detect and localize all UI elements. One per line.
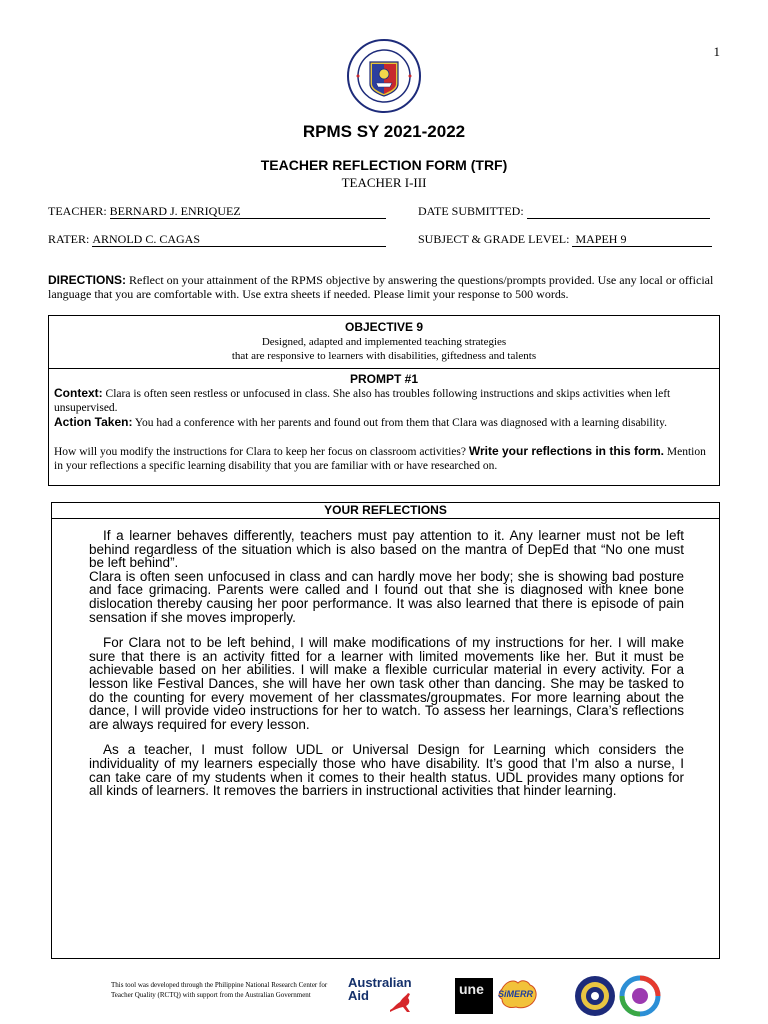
objective-box — [48, 315, 720, 486]
teacher-label: TEACHER: — [48, 204, 107, 218]
directions-label: DIRECTIONS: — [48, 273, 126, 287]
aus-aid-line-2: Aid — [348, 988, 369, 1003]
directions-text: Reflect on your attainment of the RPMS objective by answering the questions/prompts provided. Use any local or official language that you are comfortable with. Use extra sheets if needed. Please limit your response to 500 words. — [48, 273, 714, 301]
action-label: Action Taken: — [54, 415, 133, 429]
prompt-title: PROMPT #1 — [349, 372, 418, 386]
reflections-text[interactable] — [89, 529, 684, 810]
footer-note: This tool was developed through the Philippine National Research Center for Teacher Quality (RCTQ) with support from the Australian Government — [111, 981, 328, 999]
directions — [48, 273, 723, 301]
reflection-paragraph-3: As a teacher, I must follow UDL or Universal Design for Learning which considers the individuality of my learners especially those who have disability. It’s good that I’m also a nurse, I can take care of my students when it comes to their health status. UDL provides many options for all kinds of learners. It removes the barriers in instructional activities that hinder learning. — [89, 742, 684, 799]
page-number: 1 — [713, 44, 720, 59]
subject-value-line[interactable] — [572, 232, 712, 247]
date-value-line[interactable] — [527, 204, 710, 219]
prompt-body — [54, 386, 711, 473]
question-tail: Mention in your reflections a specific learning disability that you are familiar with or have researched on. — [54, 446, 706, 472]
aus-aid-line-1: Australian — [348, 975, 412, 990]
kangaroo-icon — [386, 990, 416, 1014]
context-label: Context: — [54, 386, 103, 400]
context-block — [54, 386, 711, 415]
context-text: Clara is often seen restless or unfocused in class. She also has troubles following instructions and skips activities when left unsupervised. — [54, 388, 671, 414]
form-subtitle: TEACHER REFLECTION FORM (TRF) — [260, 157, 508, 173]
objective-divider — [49, 368, 719, 369]
reflections-divider — [52, 518, 719, 519]
question-bold: Write your reflections in this form. — [468, 444, 665, 458]
rater-value: ARNOLD C. CAGAS — [92, 232, 201, 246]
question-block — [54, 444, 711, 473]
rater-value-line[interactable] — [92, 232, 386, 247]
action-block — [54, 415, 711, 430]
une-logo-text: une — [459, 981, 484, 997]
subject-field — [418, 232, 712, 247]
question-text: How will you modify the instructions for Clara to keep her focus on classroom activities? — [54, 446, 466, 458]
objective-title: OBJECTIVE 9 — [344, 320, 424, 334]
form-title: RPMS SY 2021-2022 — [302, 122, 466, 141]
date-field — [418, 204, 710, 219]
teacher-value: BERNARD J. ENRIQUEZ — [109, 204, 241, 218]
reflections-title: YOUR REFLECTIONS — [324, 503, 447, 517]
simerr-logo — [496, 975, 540, 1015]
teacher-level: TEACHER I-III — [341, 175, 427, 190]
teacher-value-line[interactable] — [110, 204, 386, 219]
une-logo — [455, 978, 493, 1014]
pnu-ring-logo-icon — [619, 975, 661, 1017]
reflections-box — [51, 502, 720, 959]
reflection-paragraph-2: For Clara not to be left behind, I will make modifications of my instructions for her. I will make sure that there is an activity fitted for a learner with limited movements like her. But it must be achievable based on her abilities. I will make a flexible curricular material in every activity. For a lesson like Festival Dances, she will have her own task other than dancing. She may be tasked to do the counting for every movement of her classmates/groupmates. For more learning about the dance, I will provide video instructions for her to watch. To assess her learnings, Clara’s reflections are always required for every lesson. — [89, 635, 684, 732]
objective-line-2: that are responsive to learners with disabilities, giftedness and talents — [231, 350, 537, 362]
reflection-paragraph-1b: Clara is often seen unfocused in class and can hardly move her body; she is showing bad posture and face grimacing. Parents were called and I found out that she is diagnosed with knee bone dislocation thereby causing her poor performance. It was also learned that there is episode of pain sensation if she moves improperly. — [89, 568, 684, 625]
action-text: You had a conference with her parents and found out from them that Clara was diagnosed with a learning disability. — [134, 417, 667, 429]
reflection-paragraph-1: If a learner behaves differently, teachers must pay attention to it. Any learner must not be left behind regardless of the situation which is also based on the mantra of DepEd that “No one must be left behind”. — [89, 528, 684, 571]
teacher-field — [48, 204, 386, 219]
australian-aid-logo — [348, 976, 426, 1016]
subject-value: MAPEH 9 — [575, 232, 627, 246]
rctq-seal-icon — [574, 975, 616, 1017]
simerr-logo-text: SiMERR — [498, 989, 534, 999]
date-label: DATE SUBMITTED: — [418, 204, 524, 218]
objective-description — [49, 335, 719, 363]
subject-label: SUBJECT & GRADE LEVEL: — [418, 232, 570, 246]
objective-line-1: Designed, adapted and implemented teaching strategies — [261, 336, 507, 348]
deped-seal-icon — [346, 38, 422, 114]
rater-field — [48, 232, 386, 247]
rater-label: RATER: — [48, 232, 90, 246]
